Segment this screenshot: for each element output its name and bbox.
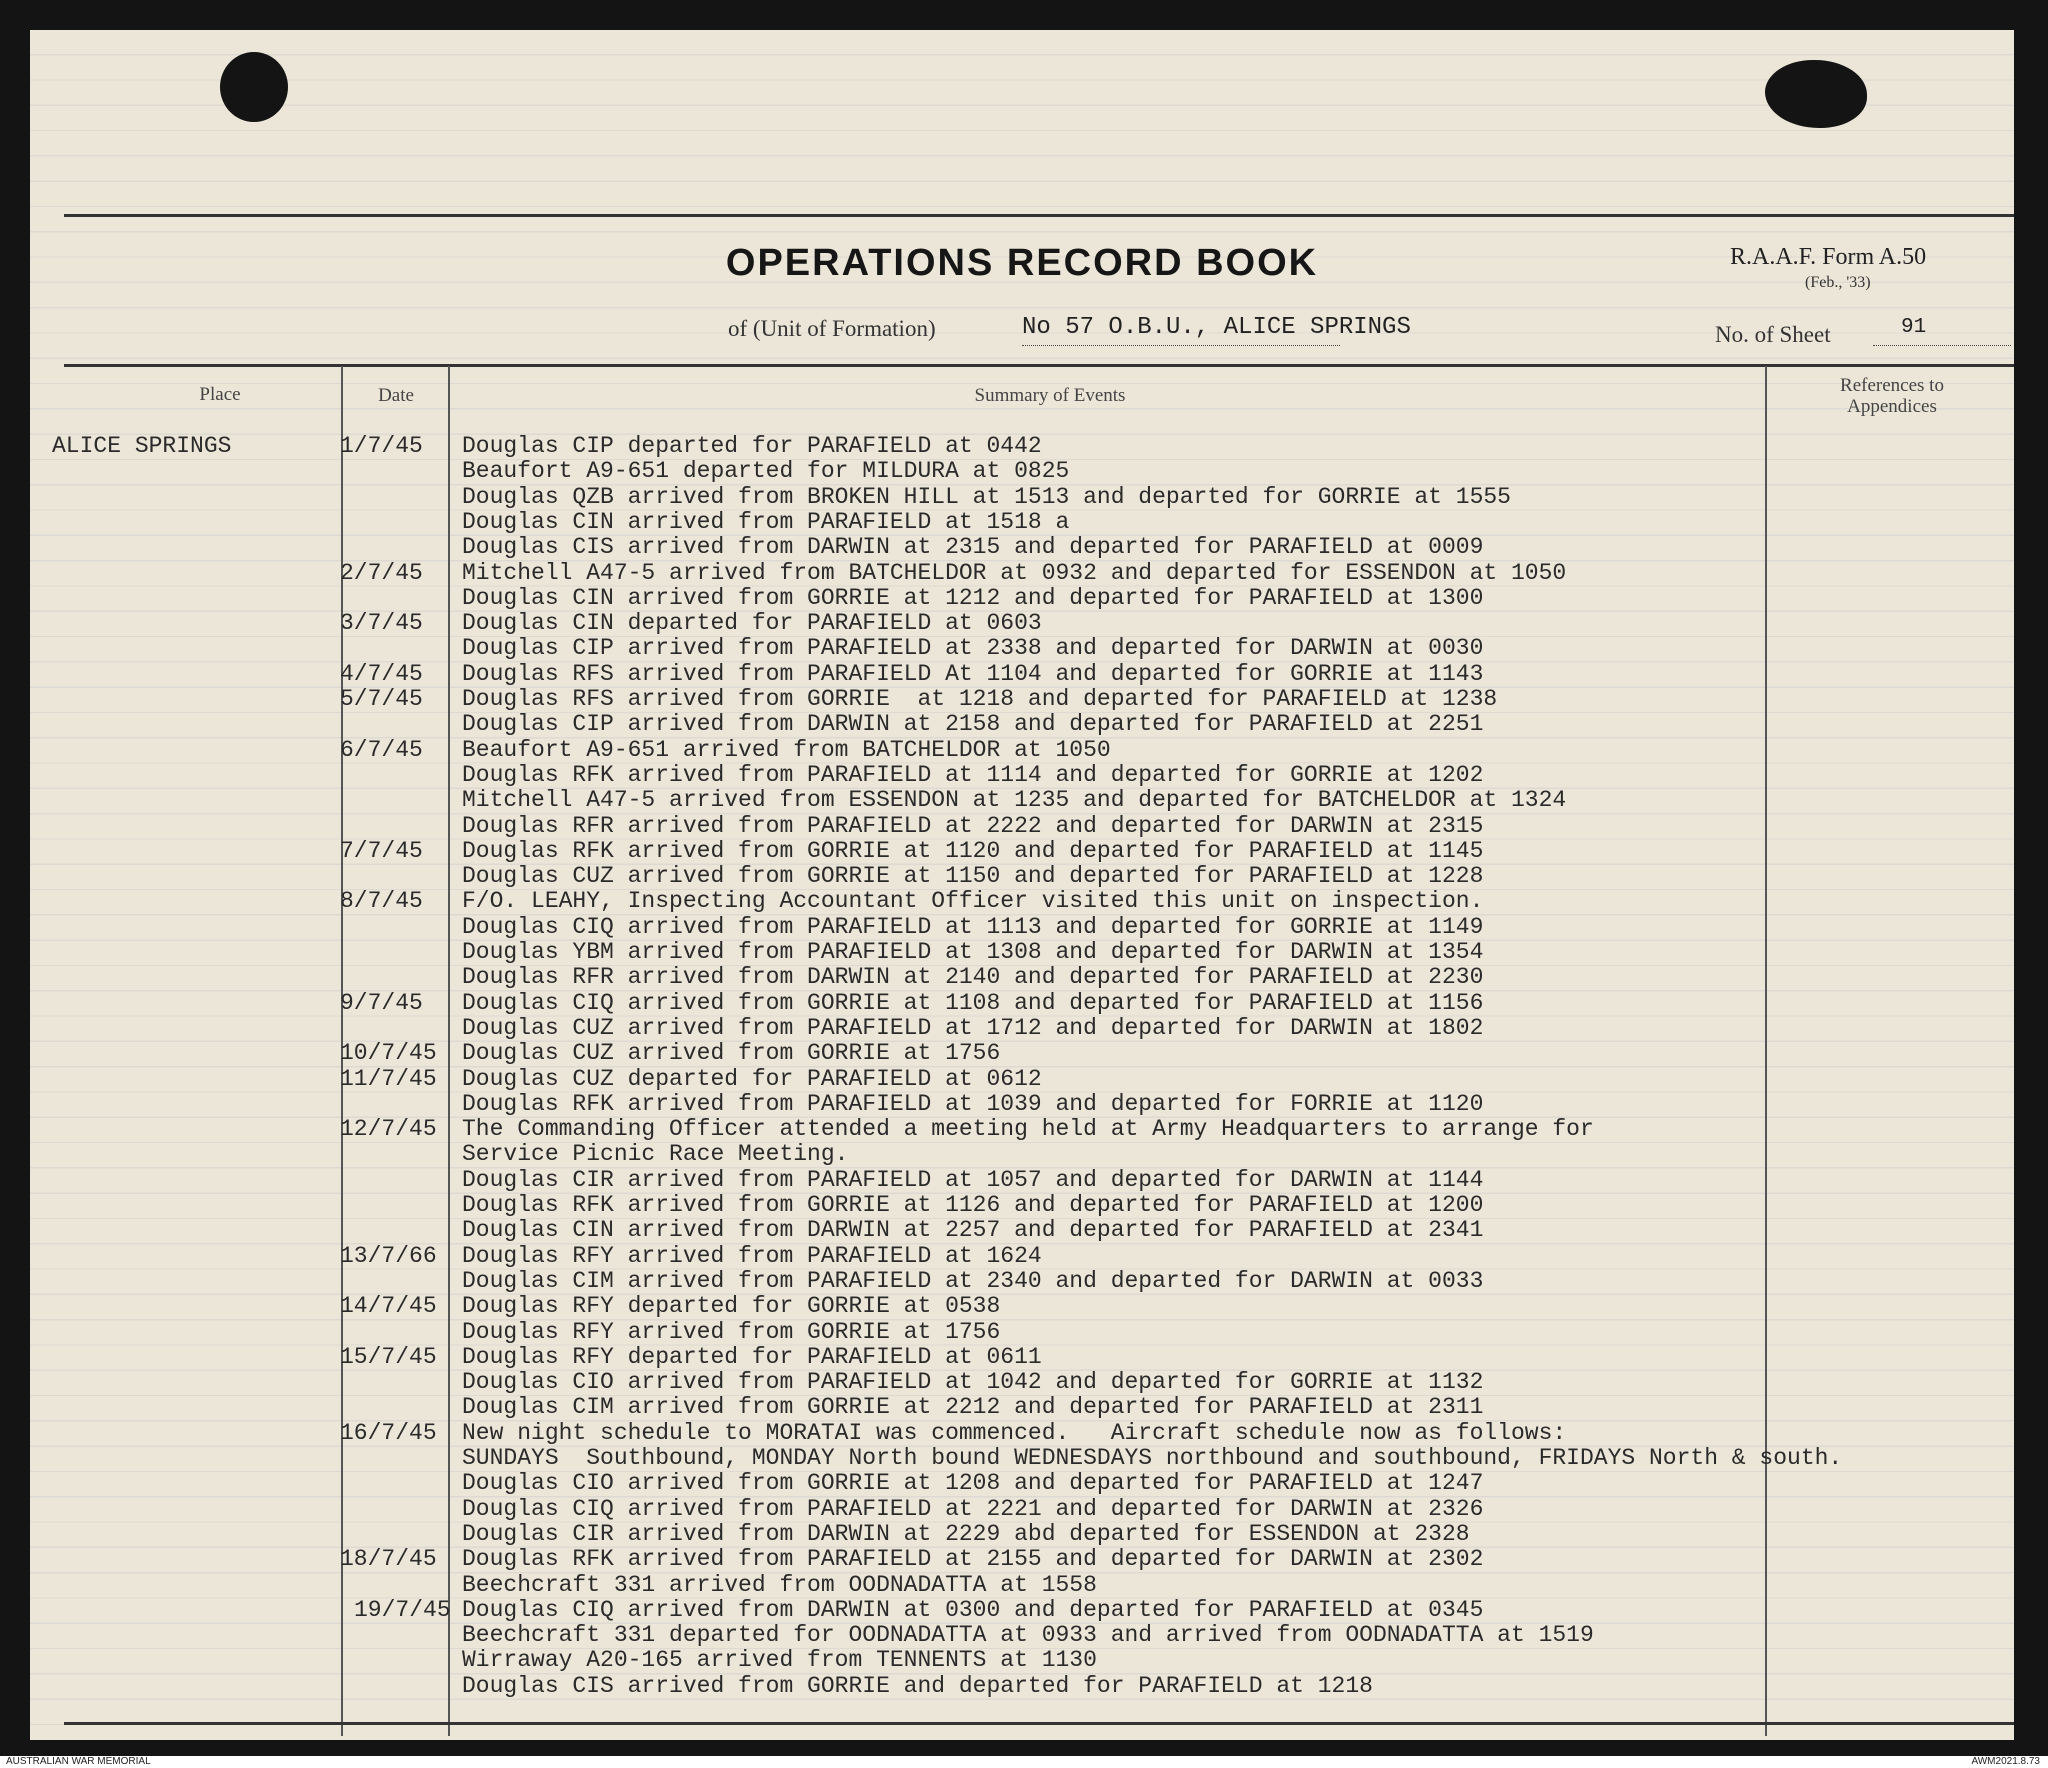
event-line: Douglas CUZ arrived from PARAFIELD at 1712 and departed for DARWIN at 1802 [462, 1014, 1484, 1041]
event-line: Douglas CIQ arrived from PARAFIELD at 2221 and departed for DARWIN at 2326 [462, 1495, 1484, 1522]
unit-label: of (Unit of Formation) [728, 316, 936, 341]
event-line: Beaufort A9-651 arrived from BATCHELDOR at 1050 [462, 736, 1111, 763]
punch-hole-right [1765, 60, 1867, 128]
column-header-references [1770, 375, 2014, 417]
entry-date: 7/7/45 [340, 837, 423, 864]
form-code: R.A.A.F. Form A.50 [1730, 244, 1927, 270]
event-line: F/O. LEAHY, Inspecting Accountant Officer visited this unit on inspection. [462, 888, 1484, 915]
event-line: Douglas RFY arrived from PARAFIELD at 1624 [462, 1242, 1042, 1269]
event-line: Douglas CIP arrived from DARWIN at 2158 and departed for PARAFIELD at 2251 [462, 711, 1484, 738]
event-line: Douglas RFY arrived from GORRIE at 1756 [462, 1318, 1001, 1345]
entry-date: 11/7/45 [340, 1065, 437, 1092]
top-rule [64, 214, 2014, 217]
entry-date: 9/7/45 [340, 989, 423, 1016]
entry-date: 2/7/45 [340, 559, 423, 586]
event-line: Douglas RFS arrived from PARAFIELD At 1104 and departed for GORRIE at 1143 [462, 660, 1484, 687]
event-line: Douglas RFR arrived from DARWIN at 2140 and departed for PARAFIELD at 2230 [462, 964, 1484, 991]
entry-date: 8/7/45 [340, 888, 423, 915]
references-label-line1: References to [1840, 375, 1944, 396]
event-line: Douglas CIN arrived from PARAFIELD at 1518 a [462, 508, 1070, 535]
event-line: Douglas CIQ arrived from GORRIE at 1108 and departed for PARAFIELD at 1156 [462, 989, 1484, 1016]
entry-date: 12/7/45 [340, 1116, 437, 1143]
column-header-summary: Summary of Events [974, 385, 1126, 406]
entry-date: 15/7/45 [340, 1343, 437, 1370]
event-line: Douglas CIQ arrived from DARWIN at 0300 and departed for PARAFIELD at 0345 [462, 1596, 1484, 1623]
event-line: Douglas RFS arrived from GORRIE at 1218 and departed for PARAFIELD at 1238 [462, 686, 1498, 712]
event-line: Douglas CIS arrived from DARWIN at 2315 and departed for PARAFIELD at 0009 [462, 534, 1484, 561]
entry-date: 3/7/45 [340, 610, 423, 637]
references-label-line2: Appendices [1847, 396, 1937, 417]
summary-refs-divider [1765, 366, 1767, 1736]
event-line: Douglas RFR arrived from PARAFIELD at 2222 and departed for DARWIN at 2315 [462, 812, 1484, 839]
event-line: Wirraway A20-165 arrived from TENNENTS at 1130 [462, 1647, 1097, 1674]
column-header-date: Date [378, 385, 414, 406]
event-line: Douglas CIN arrived from DARWIN at 2257 and departed for PARAFIELD at 2341 [462, 1217, 1484, 1244]
event-line: Douglas CUZ departed for PARAFIELD at 0612 [462, 1065, 1042, 1092]
event-line: Douglas RFK arrived from PARAFIELD at 1114 and departed for GORRIE at 1202 [462, 761, 1484, 788]
entry-date: 1/7/45 [340, 433, 423, 459]
event-line: Douglas RFK arrived from GORRIE at 1120 and departed for PARAFIELD at 1145 [462, 837, 1484, 864]
header-rule [64, 364, 2014, 367]
event-line: Douglas RFK arrived from PARAFIELD at 2155 and departed for DARWIN at 2302 [462, 1546, 1484, 1573]
event-line: Douglas CIM arrived from PARAFIELD at 2340 and departed for DARWIN at 0033 [462, 1267, 1484, 1294]
event-line: Douglas CIS arrived from GORRIE and departed for PARAFIELD at 1218 [462, 1672, 1373, 1699]
column-header-place: Place [199, 384, 241, 405]
event-line: Douglas RFK arrived from PARAFIELD at 1039 and departed for FORRIE at 1120 [462, 1090, 1484, 1117]
entry-date: 16/7/45 [340, 1419, 437, 1446]
event-line: Douglas CIM arrived from GORRIE at 2212 and departed for PARAFIELD at 2311 [462, 1394, 1484, 1421]
event-line: Douglas CIP departed for PARAFIELD at 0442 [462, 433, 1042, 459]
event-line: Douglas CIO arrived from GORRIE at 1208 and departed for PARAFIELD at 1247 [462, 1470, 1484, 1497]
event-line: Mitchell A47-5 arrived from ESSENDON at 1235 and departed for BATCHELDOR at 1324 [462, 787, 1567, 814]
unit-value: No 57 O.B.U., ALICE SPRINGS [1022, 314, 1340, 346]
event-line: Douglas CIO arrived from PARAFIELD at 1042 and departed for GORRIE at 1132 [462, 1369, 1484, 1396]
event-line: SUNDAYS Southbound, MONDAY North bound WEDNESDAYS northbound and southbound, FRIDAYS North & south. [462, 1445, 1843, 1471]
date-summary-divider [448, 366, 450, 1736]
bottom-rule [64, 1722, 2014, 1725]
event-line: Douglas CIN arrived from GORRIE at 1212 and departed for PARAFIELD at 1300 [462, 584, 1484, 611]
event-line: Douglas CIR arrived from DARWIN at 2229 abd departed for ESSENDON at 2328 [462, 1520, 1470, 1547]
sheet-number-label: No. of Sheet [1715, 322, 1831, 347]
event-line: Douglas CUZ arrived from GORRIE at 1150 and departed for PARAFIELD at 1228 [462, 863, 1484, 890]
event-line: Douglas QZB arrived from BROKEN HILL at 1513 and departed for GORRIE at 1555 [462, 483, 1511, 510]
punch-hole-left [220, 52, 288, 122]
event-line: Douglas CIN departed for PARAFIELD at 0603 [462, 610, 1042, 637]
event-line: Douglas RFK arrived from GORRIE at 1126 and departed for PARAFIELD at 1200 [462, 1192, 1484, 1218]
event-line: New night schedule to MORATAI was commenced. Aircraft schedule now as follows: [462, 1419, 1567, 1446]
event-line: Douglas CUZ arrived from GORRIE at 1756 [462, 1040, 1001, 1067]
archive-reference: AWM2021.8.73 [1971, 1756, 2040, 1767]
entry-date: 4/7/45 [340, 660, 423, 687]
entry-date: 14/7/45 [340, 1293, 437, 1320]
entry-date: 6/7/45 [340, 736, 423, 763]
event-line: Douglas YBM arrived from PARAFIELD at 1308 and departed for DARWIN at 1354 [462, 939, 1484, 965]
event-line: Service Picnic Race Meeting. [462, 1141, 849, 1168]
event-line: Douglas CIP arrived from PARAFIELD at 2338 and departed for DARWIN at 0030 [462, 635, 1484, 662]
event-line: The Commanding Officer attended a meeting held at Army Headquarters to arrange for [462, 1116, 1594, 1143]
entry-date: 19/7/45 [354, 1596, 451, 1623]
event-line: Beaufort A9-651 departed for MILDURA at 0825 [462, 458, 1070, 485]
event-line: Beechcraft 331 departed for OODNADATTA at 0933 and arrived from OODNADATTA at 1519 [462, 1622, 1594, 1649]
place-entry: ALICE SPRINGS [52, 433, 232, 459]
form-date: (Feb., '33) [1805, 274, 1871, 291]
event-line: Douglas RFY departed for GORRIE at 0538 [462, 1293, 1001, 1320]
event-line: Mitchell A47-5 arrived from BATCHELDOR at 0932 and departed for ESSENDON at 1050 [462, 559, 1567, 586]
entry-date: 10/7/45 [340, 1040, 437, 1067]
entry-date: 5/7/45 [340, 686, 423, 712]
entry-date: 13/7/66 [340, 1242, 437, 1269]
sheet-number-value: 91 [1873, 316, 2011, 346]
entry-date: 18/7/45 [340, 1546, 437, 1573]
record-sheet [30, 30, 2014, 1740]
event-line: Douglas RFY departed for PARAFIELD at 0611 [462, 1343, 1042, 1370]
event-line: Beechcraft 331 arrived from OODNADATTA at 1558 [462, 1571, 1097, 1598]
event-line: Douglas CIQ arrived from PARAFIELD at 1113 and departed for GORRIE at 1149 [462, 913, 1484, 940]
page-title: OPERATIONS RECORD BOOK [725, 242, 1319, 284]
archive-credit: AUSTRALIAN WAR MEMORIAL [6, 1756, 151, 1767]
event-line: Douglas CIR arrived from PARAFIELD at 1057 and departed for DARWIN at 1144 [462, 1166, 1484, 1193]
